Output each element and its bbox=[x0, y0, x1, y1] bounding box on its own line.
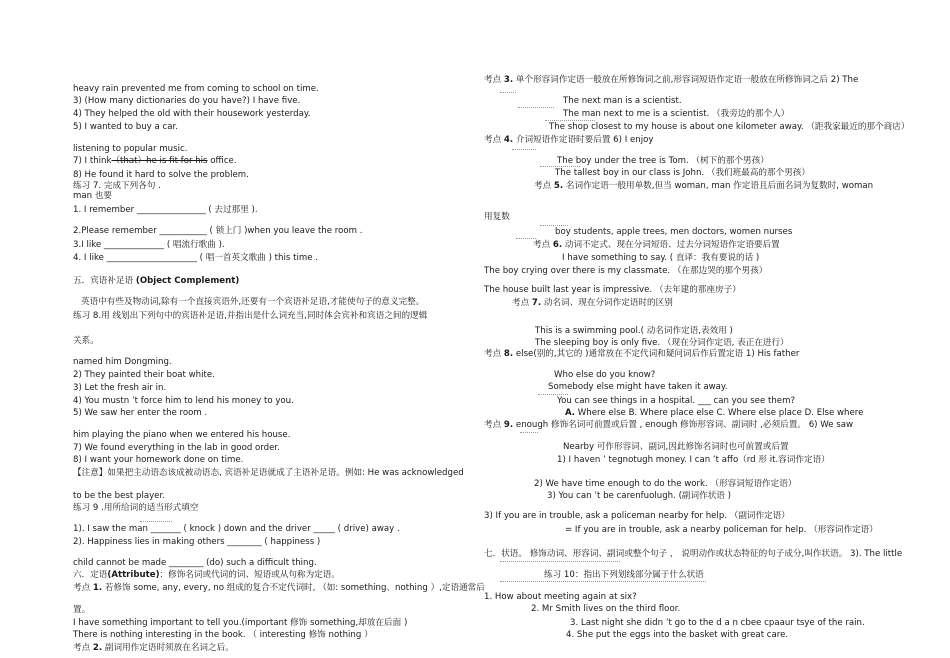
exercise-9-heading: 练习 9 .用所给词的适当形式填空 bbox=[73, 503, 199, 513]
left-line-1: heavy rain prevented me from coming to school on time. bbox=[73, 84, 319, 94]
right-line-3: The man next to me is a scientist. （我旁边的那个人） bbox=[563, 109, 790, 119]
left-line-6 bbox=[73, 157, 237, 166]
point-8-number: 8. bbox=[503, 349, 514, 359]
right-line-27: 3) You can ’t be carenfuolugh. (副词作状语 ) bbox=[547, 491, 731, 501]
section-6-title-en: (Attribute) bbox=[107, 570, 160, 580]
left-line-7: 8) He found it hard to solve the problem. bbox=[73, 170, 249, 180]
point-8-text: else(别的,其它的 )通常放在不定代词和疑问词后作后置定语 1) His father bbox=[513, 349, 800, 359]
right-line-28: 3) If you are in trouble, ask a policeman nearby for help. （副词作定语） bbox=[484, 511, 790, 521]
point-5-text: 名词作定语一般用单数,但当 woman, man 作定语且后面名词为复数时, woman bbox=[563, 181, 874, 191]
left-line-18: named him Dongming. bbox=[73, 357, 172, 367]
left-line-15: 英语中有些及物动词,除有一个直接宾语外,还要有一个宾语补足语,才能使句子的意义完整。 bbox=[81, 297, 425, 307]
left-line-27: to be the best player. bbox=[73, 491, 165, 501]
right-line-21: You can see things in a hospital. ___ can you see them? bbox=[557, 396, 796, 406]
choice-a-label: A. bbox=[565, 408, 576, 418]
section-6-title-cn: 六．定语 bbox=[73, 570, 108, 580]
point-5-label: 考点 bbox=[534, 181, 554, 191]
point-5-line bbox=[534, 182, 873, 191]
point-7-text: 动名词、现在分词作定语时的区别 bbox=[541, 298, 673, 308]
section-5-title-cn: 五．宾语补足语 bbox=[73, 276, 136, 286]
exercise-10-item-2: 2. Mr Smith lives on the third floor. bbox=[531, 604, 681, 614]
point-4-number: 4. bbox=[503, 135, 514, 145]
section-6-heading bbox=[73, 571, 340, 580]
exercise-10-heading: 练习 10：指出下列划线部分属于什么状语 bbox=[544, 570, 704, 580]
point-2-text: 副词用作定语时须放在名词之后。 bbox=[102, 643, 234, 653]
exercise-10-item-4: 4. She put the eggs into the basket with great care. bbox=[566, 630, 789, 640]
point-7-label: 考点 bbox=[512, 298, 532, 308]
right-line-14: The house built last year is impressive. （去年建的那座房子） bbox=[484, 285, 741, 295]
left-line-22: 5) We saw her enter the room . bbox=[73, 408, 208, 418]
point-1-text: 若修饰 some, any, every, no 组成的复合不定代词时, （如: something、nothing ）,定语通常后 bbox=[102, 583, 485, 593]
right-line-13: The boy crying over there is my classmate. （在那边哭的那个男孩） bbox=[484, 266, 768, 276]
point-9-number: 9. bbox=[503, 420, 514, 430]
exercise-7-item-1: 1. I remember ________________ ( 去过那里 ). bbox=[73, 205, 258, 215]
left-line-34: 置。 bbox=[73, 605, 91, 615]
point-6-text: 动词不定式、现在分词短语、过去分词短语作定语要后置 bbox=[562, 240, 780, 250]
left-line-6a: 7) I think bbox=[73, 156, 112, 166]
right-line-24: Nearby 可作形容词、副词,因此修饰名词时也可前置或后置 bbox=[563, 442, 789, 452]
right-line-12: I have something to say. ( 直译：我有要说的话 ) bbox=[562, 253, 760, 263]
left-line-35: I have something important to tell you.(important 修饰 something,却放在后面 ) bbox=[73, 618, 408, 628]
left-line-19: 2) They painted their boat white. bbox=[73, 370, 215, 380]
point-6-label: 考点 bbox=[533, 240, 553, 250]
right-line-17: The sleeping boy is only five. （现在分词作定语, 表正在进行） bbox=[535, 338, 789, 348]
left-line-36: There is nothing interesting in the book. （ interesting 修饰 nothing ） bbox=[73, 630, 373, 640]
right-line-2: The next man is a scientist. bbox=[563, 96, 682, 106]
right-line-16: This is a swimming pool.( 动名词作定语,表效用 ) bbox=[535, 326, 733, 336]
left-line-5: listening to popular music. bbox=[73, 144, 188, 154]
left-line-9: man 也要 bbox=[73, 191, 113, 201]
point-2-line bbox=[73, 644, 234, 653]
exercise-9-item-1: 1). I saw the man _______ ( knock ) down and the driver _____ ( drive) away . bbox=[73, 524, 400, 534]
point-7-line bbox=[512, 299, 673, 308]
point-4-label: 考点 bbox=[484, 135, 504, 145]
point-4-line bbox=[484, 136, 653, 145]
right-line-7: The tallest boy in our class is John. （我们班最高的那个男孩） bbox=[555, 168, 810, 178]
point-3-label: 考点 bbox=[484, 75, 504, 85]
exercise-7-heading: 练习 7. 完成下列各句 . bbox=[73, 181, 161, 191]
point-3-number: 3. bbox=[503, 75, 514, 85]
point-9-text: enough 修饰名词可前置或后置 , enough 修饰形容词、副词时 ,必须后置。 6) We saw bbox=[513, 420, 854, 430]
section-7-heading: 七．状语。 修饰动词、形容词、副词或整个句子 ， 说明动作或状态特征的句子成分,叫作状语。 3). The little bbox=[484, 549, 903, 559]
point-3-text: 单个形容词作定语一般放在所修饰词之前,形容词短语作定语一般放在所修饰词之后 2) The bbox=[513, 75, 859, 85]
point-8-line bbox=[484, 350, 799, 359]
point-2-label: 考点 bbox=[73, 643, 93, 653]
right-line-4: The shop closest to my house is about one kilometer away. （距我家最近的那个商店） bbox=[549, 122, 910, 132]
exercise-10-item-1: 1. How about meeting again at six? bbox=[484, 592, 637, 602]
right-line-19: Who else do you know? bbox=[554, 370, 656, 380]
right-line-6: The boy under the tree is Tom. （树下的那个男孩） bbox=[557, 156, 769, 166]
point-7-number: 7. bbox=[531, 298, 542, 308]
left-line-6c: office. bbox=[207, 156, 237, 166]
left-line-20: 3) Let the fresh air in. bbox=[73, 383, 167, 393]
point-2-number: 2. bbox=[92, 643, 103, 653]
left-line-24: 7) We found everything in the lab in good order. bbox=[73, 443, 280, 453]
exercise-7-item-3: 3.I like ______________ ( 唱流行歌曲 ). bbox=[73, 240, 225, 250]
point-1-label: 考点 bbox=[73, 583, 93, 593]
exercise-9-item-2: 2). Happiness lies in making others ________ ( happiness ) bbox=[73, 537, 321, 547]
choice-options: Where else B. Where place else C. Where else place D. Else where bbox=[575, 408, 864, 418]
point-9-line bbox=[484, 421, 853, 430]
left-line-21: 4) You mustn ’t force him to lend his money to you. bbox=[73, 396, 294, 406]
point-4-text: 介词短语作定语时要后置 6) I enjoy bbox=[513, 135, 654, 145]
point-8-label: 考点 bbox=[484, 349, 504, 359]
section-6-desc: ：修饰名词或代词的词、短语或从句称为定语。 bbox=[159, 570, 340, 580]
point-9-label: 考点 bbox=[484, 420, 504, 430]
right-line-10: boy students, apple trees, men doctors, women nurses bbox=[555, 227, 793, 237]
right-line-29: = If you are in trouble, ask a nearby policeman for help. （形容词作定语） bbox=[565, 525, 878, 535]
left-line-6b: （that）he is fit for his bbox=[111, 156, 208, 166]
right-line-26: 2) We have time enough to do the work. （形容词短语作定语） bbox=[534, 479, 797, 489]
note-line: 【注意】如果把主动语态该成被动语态, 宾语补足语就成了主语补足语。例如: He was acknowledged bbox=[73, 468, 464, 478]
left-line-23: him playing the piano when we entered his house. bbox=[73, 430, 291, 440]
exercise-7-item-4: 4. I like _____________________ ( 唱一首英文歌曲 ) this time . bbox=[73, 253, 318, 263]
section-5-heading bbox=[73, 277, 239, 286]
left-line-17: 关系。 bbox=[73, 336, 99, 346]
exercise-10-item-3: 3. Last night she didn ’t go to the d a n cbee cpaaur tsye of the rain. bbox=[570, 618, 865, 628]
left-line-25: 8) I want your homework done on time. bbox=[73, 455, 244, 465]
left-line-3: 4) They helped the old with their housework yesterday. bbox=[73, 109, 311, 119]
point-1-number: 1. bbox=[92, 583, 103, 593]
right-line-25: 1) I haven ’ tegnotugh money. I can ’t affo（rd 形 it.容词作定语） bbox=[557, 455, 830, 465]
exercise-8-heading: 练习 8.用 线划出下列句中的宾语补足语,并指出是什么词充当,同时体会宾补和宾语之间的逻辑 bbox=[73, 311, 428, 321]
left-line-4: 5) I wanted to buy a car. bbox=[73, 122, 178, 132]
choice-line bbox=[565, 409, 863, 418]
point-3-line bbox=[484, 76, 858, 85]
left-line-2: 3) (How many dictionaries do you have?) I have five. bbox=[73, 96, 301, 106]
section-5-title-en: (Object Complement) bbox=[135, 276, 240, 286]
right-line-20: Somebody else might have taken it away. bbox=[548, 382, 728, 392]
point-6-number: 6. bbox=[552, 240, 563, 250]
exercise-7-item-2: 2.Please remember ___________ ( 锁上门 )when you leave the room . bbox=[73, 226, 363, 236]
point-5-number: 5. bbox=[553, 181, 564, 191]
point-6-line bbox=[533, 241, 780, 250]
right-line-9: 用复数 bbox=[484, 212, 510, 222]
point-1-line bbox=[73, 584, 485, 593]
left-line-31: child cannot be made ________ (do) such a difficult thing. bbox=[73, 558, 317, 568]
